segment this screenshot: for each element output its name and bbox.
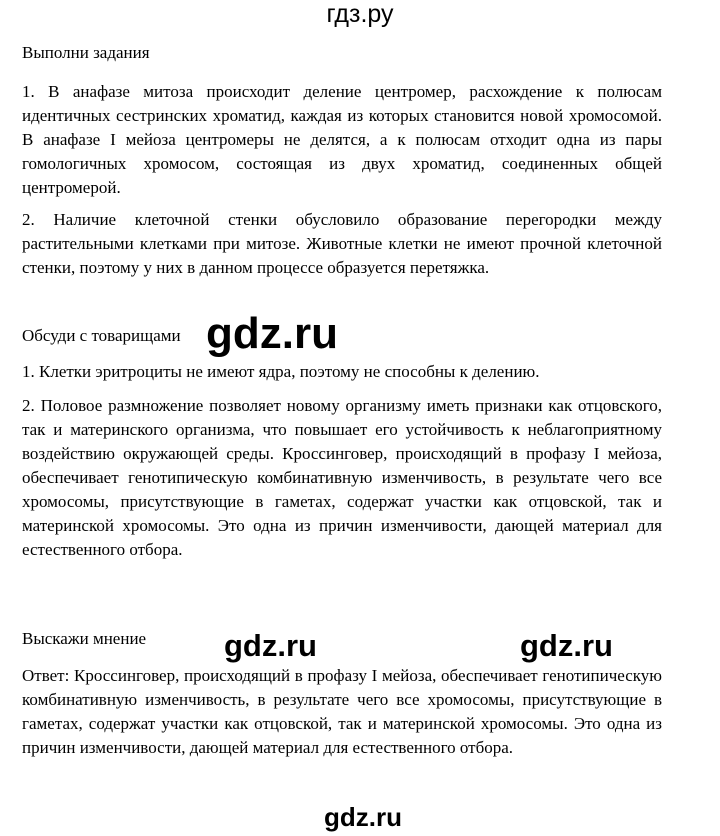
- discuss-answer-1: 1. Клетки эритроциты не имеют ядра, поэтому не способны к делению.: [22, 362, 540, 381]
- discuss-answer-2: 2. Половое размножение позволяет новому организму иметь признаки как отцовского, так и материнского организма, что повышает его устойчивость к неблагоприятному воздействию окружающей среды. Кроссинговер, происходящий в профазу I мейоза, обеспечивает генотипическую комбинативную изменчивость, в результате чего все хромосомы, присутствующие в гаметах, содержат участки как отцовской, так и материнской хромосомы. Это одна из причин изменчивости, дающей материал для естественного отбора.: [22, 396, 662, 559]
- watermark-big: gdz.ru: [206, 309, 338, 358]
- section-heading-opinion: Выскажи мнение: [22, 629, 147, 648]
- section-heading-discuss: Обсуди с товарищами: [22, 326, 181, 345]
- opinion-answer: Ответ: Кроссинговер, происходящий в профазу I мейоза, обеспечивает генотипическую комбинативную изменчивость, в результате чего все хромосомы, присутствующие в гаметах, содержат участки как отцовской, так и материнской хромосомы. Это одна из причин изменчивости, дающей материал для естественного отбора.: [22, 666, 662, 757]
- section-heading-tasks: Выполни задания: [22, 43, 150, 62]
- watermark-top: гдз.ру: [326, 0, 394, 28]
- watermark-mid-left: gdz.ru: [224, 628, 317, 663]
- watermark-mid-right: gdz.ru: [520, 628, 613, 663]
- watermark-bottom: gdz.ru: [324, 802, 402, 832]
- task-answer-2: 2. Наличие клеточной стенки обусловило образование перегородки между растительными клетками при митозе. Животные клетки не имеют прочной клеточной стенки, поэтому у них в данном процессе образуется перетяжка.: [22, 210, 662, 277]
- task-answer-1: 1. В анафазе митоза происходит деление центромер, расхождение к полюсам идентичных сестринских хроматид, каждая из которых становится новой хромосомой. В анафазе I мейоза центромеры не делятся, а к полюсам отходит одна из пары гомологичных хромосом, состоящая из двух хроматид, соединенных общей центромерой.: [22, 82, 662, 197]
